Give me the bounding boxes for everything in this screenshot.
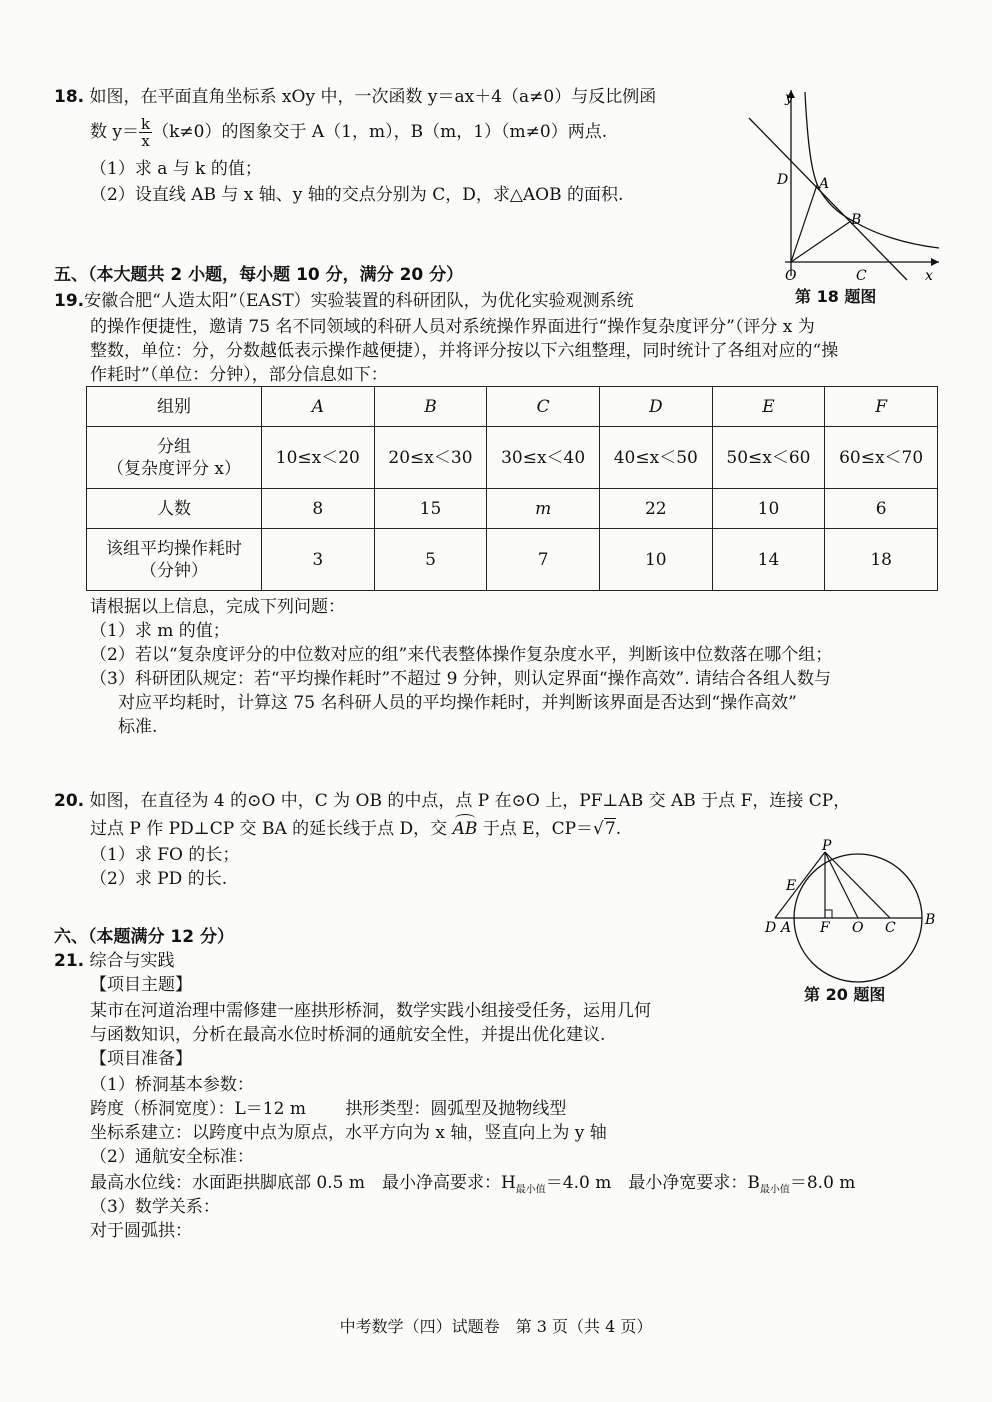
q20-line2 [90,816,621,842]
table-cell: 7 [487,529,600,591]
table-cell: 18 [825,529,938,591]
table-cell: 60≤x＜70 [825,427,938,489]
section-5-heading: 五、（本大题共 2 小题，每小题 10 分，满分 20 分） [54,265,464,285]
q21-heading-theme: 【项目主题】 [90,975,192,995]
point-B-label: B [925,912,936,928]
q18-line1 [54,84,656,110]
q20-text-2a: 过点 P 作 PD⊥CP 交 BA 的延长线于点 D，交 [90,819,453,839]
point-O-label: O [852,920,864,936]
row-header-line: 该组平均操作耗时 [106,538,242,559]
q20-part1: （1）求 FO 的长； [90,845,240,865]
table-cell: 50≤x＜60 [712,427,825,489]
q18-part1: （1）求 a 与 k 的值； [90,159,262,179]
q19-text-2: 的操作便捷性，邀请 75 名不同领域的科研人员对系统操作界面进行“操作复杂度评分”（评分 x 为 [90,317,815,337]
q19-text-3: 整数，单位：分，分数越低表示操作越便捷），并将评分按以下六组整理，同时统计了各组对应的“操 [90,341,839,361]
table-cell: 3 [262,529,375,591]
q18-figure-caption: 第 18 题图 [795,287,877,306]
page-footer: 中考数学（四）试题卷 第 3 页（共 4 页） [339,1317,653,1336]
q21-title: 综合与实践 [89,951,175,971]
q19-line1 [54,288,634,314]
standards-text-b: ＝4.0 m 最小净宽要求：B [545,1173,760,1193]
q18-text-1: 如图，在平面直角坐标系 xOy 中，一次函数 y＝ax＋4（a≠0）与反比例函 [89,87,657,107]
q21-theme-text-1: 某市在河道治理中需修建一座拱形桥洞，数学实践小组接受任务，运用几何 [90,1001,651,1021]
q19-part3-line3: 标准. [118,717,158,737]
q20-text-2c: . [615,819,622,839]
row-header: 人数 [87,489,262,529]
table-cell: 22 [599,489,712,529]
q19-part1: （1）求 m 的值； [90,621,230,641]
table-cell: F [825,387,938,427]
q18-text-2a: 数 y＝ [90,122,140,142]
subscript: 最小值 [759,1184,790,1196]
point-A-label: A [781,920,792,936]
section-6-heading: 六、（本题满分 12 分） [54,927,234,947]
fraction-numerator: k [141,115,151,133]
table-cell: 6 [825,489,938,529]
table-cell: 20≤x＜30 [374,427,487,489]
q21-title-line [54,948,175,974]
standards-text-a: 最高水位线：水面距拱脚底部 0.5 m 最小净高要求：H [90,1173,516,1193]
table-cell: 10≤x＜20 [262,427,375,489]
q21-sub2: （2）通航安全标准： [90,1147,254,1167]
question-number: 20. [54,791,85,811]
fraction-k-over-x [139,116,152,149]
standards-text-c: ＝8.0 m [789,1173,856,1193]
q19-part2: （2）若以“复杂度评分的中位数对应的组”来代表整体操作复杂度水平，判断该中位数落在哪个组； [90,645,833,665]
row-header: 组别 [87,387,262,427]
q19-data-table [86,386,938,591]
table-cell: 8 [262,489,375,529]
table-cell: 15 [374,489,487,529]
q18-part2: （2）设直线 AB 与 x 轴、y 轴的交点分别为 C，D，求△AOB 的面积. [90,185,624,205]
point-O-label: O [785,268,797,284]
q19-text-4: 作耗时”（单位：分钟），部分信息如下： [90,365,388,385]
q21-theme-text-2: 与函数知识，分析在最高水位时桥洞的通航安全性，并提出优化建议. [90,1025,606,1045]
q20-figure [755,838,945,988]
row-header [87,427,262,489]
q18-text-2b: （k≠0）的图象交于 A（1，m），B（m，1）（m≠0）两点. [152,122,608,142]
table-cell: B [374,387,487,427]
q20-text-1: 如图，在直径为 4 的⊙O 中，C 为 OB 的中点，点 P 在⊙O 上，PF⊥AB 交 AB 于点 F，连接 CP， [89,791,851,811]
row-header [87,529,262,591]
q20-figure-caption: 第 20 题图 [804,985,886,1004]
point-C-label: C [885,920,896,936]
table-row-counts [87,489,938,529]
point-D-label: D [777,172,789,188]
q19-after-table: 请根据以上信息，完成下列问题： [90,597,345,617]
table-cell: C [487,387,600,427]
point-A-label: A [819,176,830,192]
point-C-label: C [856,268,867,284]
table-cell: 10 [712,489,825,529]
q18-figure [745,84,945,284]
q20-text-2b: 于点 E，CP＝√ [477,819,604,839]
q20-line1 [54,788,850,814]
table-cell: 14 [712,529,825,591]
table-cell: A [262,387,375,427]
row-header-line: （分钟） [140,560,208,581]
table-cell: 40≤x＜50 [599,427,712,489]
row-header-line: （复杂度评分 x） [107,458,241,479]
sqrt-value: 7 [604,819,616,839]
row-header-line: 分组 [157,436,191,457]
axis-y-label: y [785,90,793,106]
table-cell: 5 [374,529,487,591]
point-B-label: B [851,212,862,228]
fraction-denominator: x [141,132,150,150]
q19-text-1: 安徽合肥“人造太阳”（EAST）实验装置的科研团队，为优化实验观测系统 [84,291,634,311]
point-P-label: P [822,838,832,854]
arc-AB: AB [453,816,478,842]
q21-sub1-coords: 坐标系建立：以跨度中点为原点，水平方向为 x 轴，竖直向上为 y 轴 [90,1123,607,1143]
q19-part3-line2: 对应平均耗时，计算这 75 名科研人员的平均操作耗时，并判断该界面是否达到“操作高效” [118,693,797,713]
point-E-label: E [786,878,797,894]
table-row-ranges [87,427,938,489]
question-number: 19. [54,291,85,311]
q18-line2 [90,114,607,150]
table-cell: E [712,387,825,427]
q21-sub3-arc: 对于圆弧拱： [90,1221,192,1241]
point-F-label: F [820,920,830,936]
q21-sub3: （3）数学关系： [90,1197,220,1217]
table-cell: m [487,489,600,529]
table-cell: D [599,387,712,427]
table-cell: 30≤x＜40 [487,427,600,489]
q21-sub1: （1）桥洞基本参数： [90,1075,254,1095]
table-row-times [87,529,938,591]
subscript: 最小值 [515,1184,546,1196]
axis-x-label: x [925,268,933,284]
question-number: 21. [54,951,85,971]
q20-part2: （2）求 PD 的长. [90,869,228,889]
q21-heading-prep: 【项目准备】 [90,1049,192,1069]
q19-part3-line1: （3）科研团队规定：若“平均操作耗时”不超过 9 分钟，则认定界面“操作高效”. 请结合各组人数与 [90,669,832,689]
question-number: 18. [54,87,85,107]
table-cell: 10 [599,529,712,591]
point-D-label: D [765,920,777,936]
table-row-groups [87,387,938,427]
q21-sub1-params: 跨度（桥洞宽度）：L＝12 m 拱形类型：圆弧型及抛物线型 [90,1099,567,1119]
